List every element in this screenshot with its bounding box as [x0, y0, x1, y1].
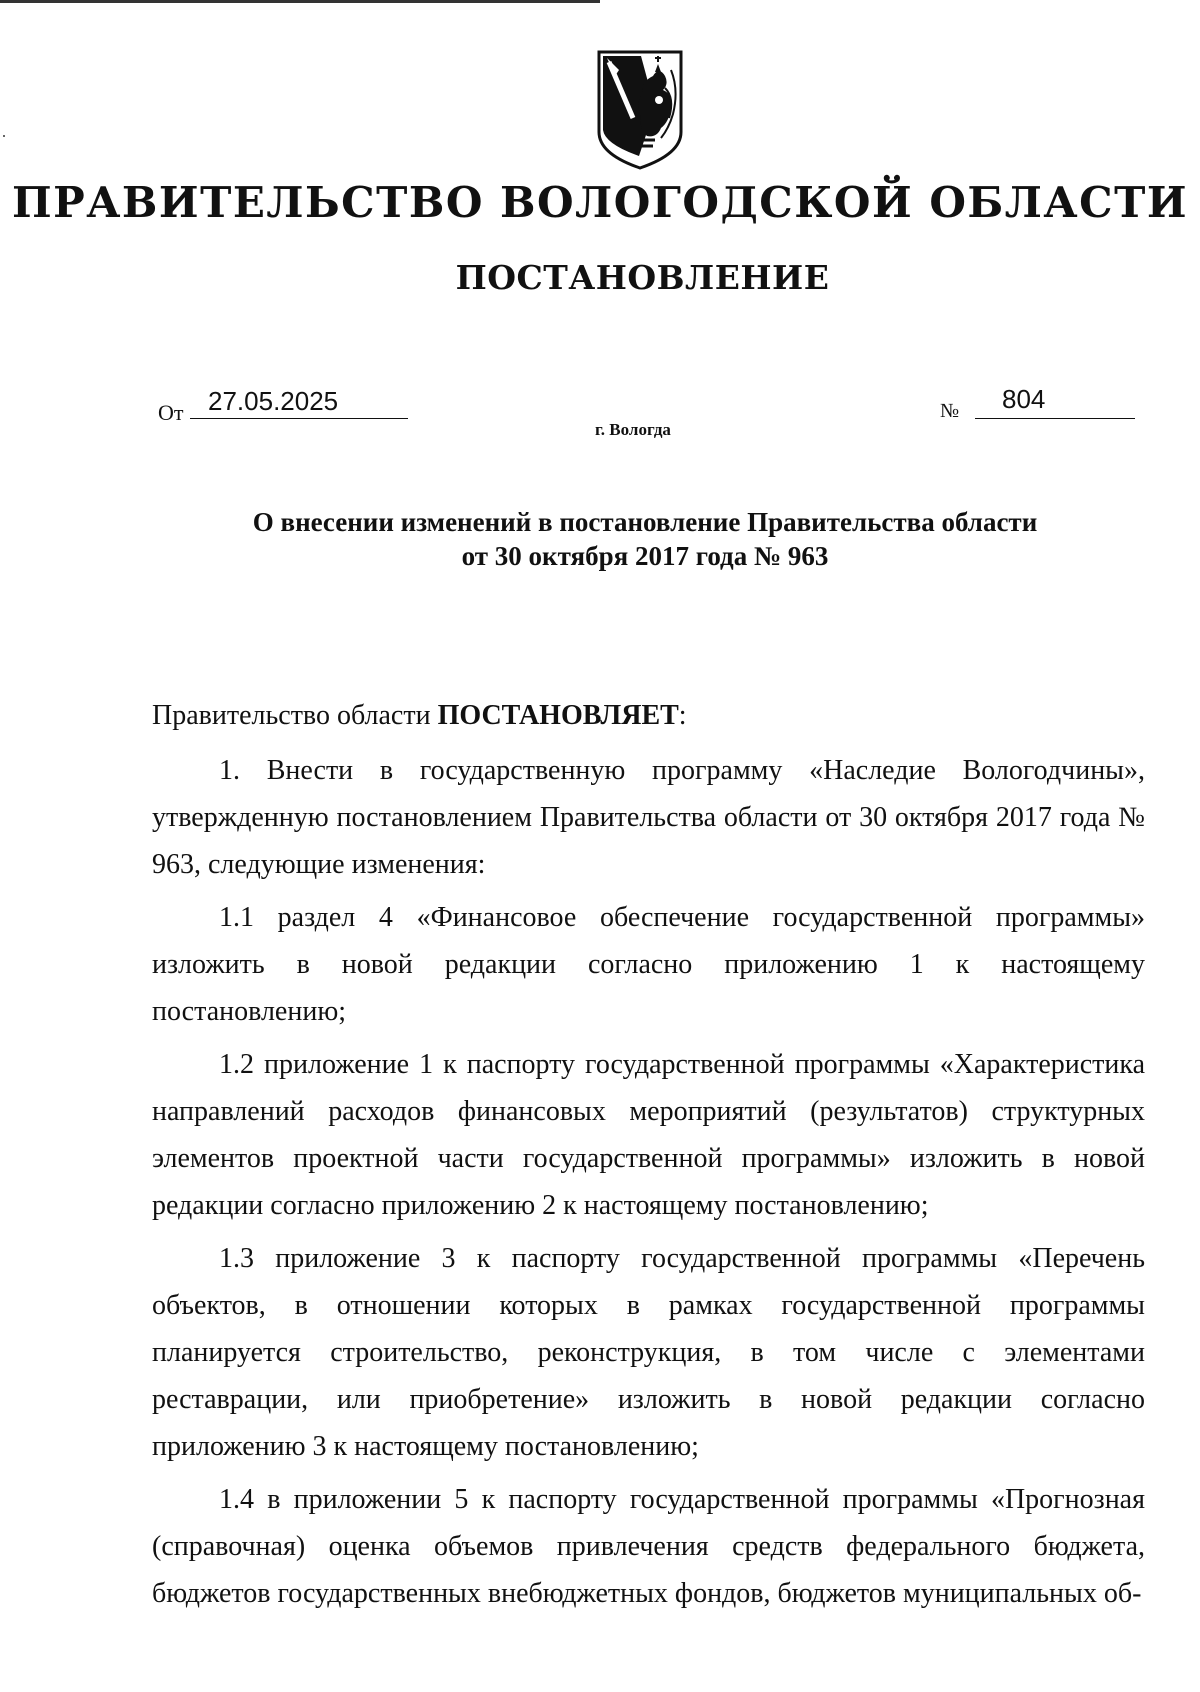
organization-title: ПРАВИТЕЛЬСТВО ВОЛОГОДСКОЙ ОБЛАСТИ [11, 178, 1189, 227]
preamble-colon: : [678, 700, 687, 731]
preamble [152, 692, 1145, 739]
document-body [152, 692, 1145, 1623]
city-label: г. Вологда [595, 420, 671, 439]
paragraph-1-1: 1.1 раздел 4 «Финансовое обеспечение государственной программы» изложить в новой редакции согласно приложению 1 к настоящему постановлению; [152, 902, 1145, 1027]
number-prefix-label: № [940, 400, 960, 422]
paragraph-1-3: 1.3 приложение 3 к паспорту государственной программы «Перечень объектов, в отношении которых в рамках государственной программы планируется строительство, реконструкция, в том числе с элементами реставрации, или приобретение» изложить в новой редакции согласно приложению 3 к настоящему постановлению; [152, 1243, 1145, 1462]
document-subject [0, 505, 1200, 573]
paragraph-1-4: 1.4 в приложении 5 к паспорту государственной программы «Прогнозная (справочная) оценка объемов привлечения средств федерального бюджета, бюджетов государственных внебюджетных фондов, бюджетов муниципальных об- [152, 1484, 1145, 1609]
subject-line-2: от 30 октября 2017 года № 963 [461, 541, 829, 571]
paragraph-1: 1. Внести в государственную программу «Наследие Вологодчины», утвержденную постановлением Правительства области от 30 октября 2017 года № 963, следующие изменения: [152, 755, 1145, 880]
scan-artifact [3, 135, 5, 137]
date-value: 27.05.2025 [208, 386, 339, 416]
preamble-decree-word: ПОСТАНОВЛЯЕТ [437, 700, 679, 731]
date-prefix-label: От [158, 400, 184, 425]
number-underline [975, 388, 1135, 419]
paragraph-1-2: 1.2 приложение 1 к паспорту государственной программы «Характеристика направлений расходов финансовых мероприятий (результатов) структурных элементов проектной части государственной программы» изложить в новой редакции согласно приложению 2 к настоящему постановлению; [152, 1049, 1145, 1221]
preamble-lead: Правительство области [152, 700, 438, 731]
document-type-title: ПОСТАНОВЛЕНИЕ [455, 258, 830, 297]
subject-line-1: О внесении изменений в постановление Правительства области [252, 507, 1038, 537]
number-value: 804 [1002, 384, 1046, 414]
scan-edge-line [0, 0, 600, 3]
coat-of-arms-icon [595, 48, 685, 172]
